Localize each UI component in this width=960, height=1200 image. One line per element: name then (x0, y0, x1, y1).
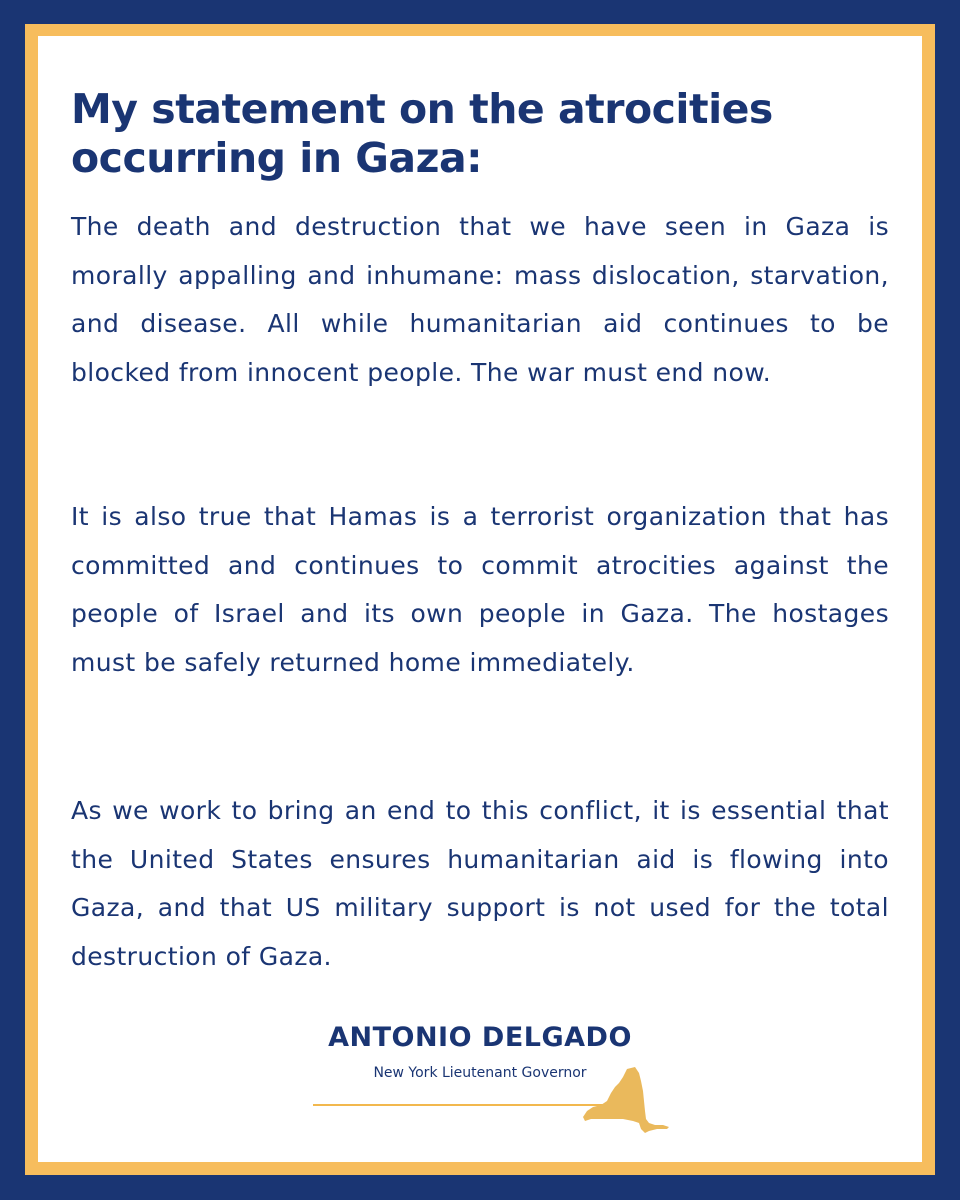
new-york-state-map-icon (583, 1067, 673, 1135)
statement-paragraph-3: As we work to bring an end to this conflict, it is essential that the United States ensures humanitarian aid is flowing into Gaza, and that US military support is not used for the total destruction of Gaza. (71, 796, 889, 971)
signature-divider (313, 1104, 613, 1106)
signature-role: New York Lieutenant Governor (373, 1065, 587, 1081)
statement-card (38, 36, 922, 1162)
statement-title: My statement on the atrocities occurring in Gaza: (71, 85, 773, 182)
statement-paragraph-2: It is also true that Hamas is a terrorist organization that has committed and continues to commit atrocities against the people of Israel and its own people in Gaza. The hostages must be safely returned home immediately. (71, 502, 889, 677)
signature-name: ANTONIO DELGADO (328, 1022, 632, 1053)
statement-paragraph-1: The death and destruction that we have seen in Gaza is morally appalling and inhumane: mass dislocation, starvation, and disease. All while humanitarian aid continues to be blocked from innocent people. The war must end now. (71, 212, 889, 387)
